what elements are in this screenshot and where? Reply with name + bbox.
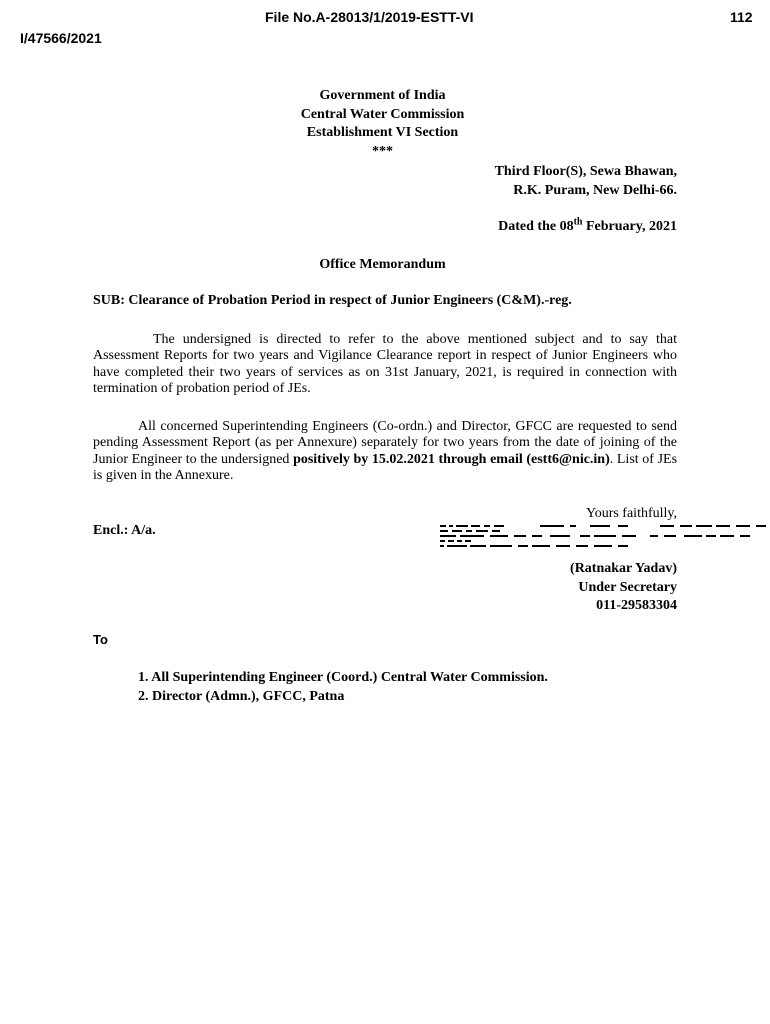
- date-superscript: th: [573, 216, 583, 228]
- reference-number: I/47566/2021: [20, 30, 102, 46]
- to-label: To: [93, 632, 108, 647]
- signatory-phone: 011-29583304: [596, 598, 677, 613]
- issuing-authority: [250, 87, 515, 161]
- authority-line-3: Establishment VI Section: [306, 125, 459, 140]
- recipient-item: 1. All Superintending Engineer (Coord.) Central Water Commission.: [138, 670, 548, 685]
- body-paragraph-1: [93, 332, 677, 397]
- document-date: [420, 216, 677, 235]
- address-line-1: Third Floor(S), Sewa Bhawan,: [494, 164, 677, 179]
- digital-signature-stamp: [440, 523, 770, 553]
- memo-title: Office Memorandum: [319, 257, 446, 272]
- paragraph-2-text: All concerned Superintending Engineers (Co-ordn.) and Director, GFCC are requested to send pending Assessment Report (as per Annexure) separately for two years from the date of joining of the Junior Engineer to the undersigned: [93, 419, 677, 467]
- recipient-list: [138, 668, 698, 706]
- address-line-2: R.K. Puram, New Delhi-66.: [513, 182, 677, 198]
- paragraph-2-tail: . List of JEs is given in the Annexure.: [93, 451, 678, 483]
- page-number: 112: [730, 9, 753, 25]
- office-address: [420, 163, 677, 200]
- signatory-name: (Ratnakar Yadav): [570, 561, 677, 576]
- closing-salutation: Yours faithfully,: [585, 506, 677, 521]
- subject-line: SUB: Clearance of Probation Period in respect of Junior Engineers (C&M).-reg.: [93, 293, 572, 308]
- signatory-designation: Under Secretary: [578, 579, 677, 595]
- body-paragraph-2: [93, 419, 677, 484]
- authority-line-1: Government of India: [319, 88, 446, 103]
- recipient-item: 2. Director (Admn.), GFCC, Patna: [138, 689, 345, 704]
- file-number: File No.A-28013/1/2019-ESTT-VI: [265, 9, 474, 25]
- date-prefix: Dated the 08: [498, 219, 574, 234]
- paragraph-1-text: The undersigned is directed to refer to the above mentioned subject and to say that Assessment Reports for two years and Vigilance Clearance report in respect of Junior Engineers who have completed their two years of services as on 31st January, 2021, is required in connection with termination of probation period of JEs.: [93, 332, 677, 396]
- enclosure-note: Encl.: A/a.: [93, 523, 156, 538]
- signatory-block: [420, 560, 677, 616]
- separator-asterisks: ***: [372, 143, 393, 159]
- authority-line-2: Central Water Commission: [300, 106, 465, 122]
- paragraph-2-deadline: positively by 15.02.2021 through email (estt6@nic.in): [293, 451, 610, 467]
- date-suffix: February, 2021: [582, 219, 677, 234]
